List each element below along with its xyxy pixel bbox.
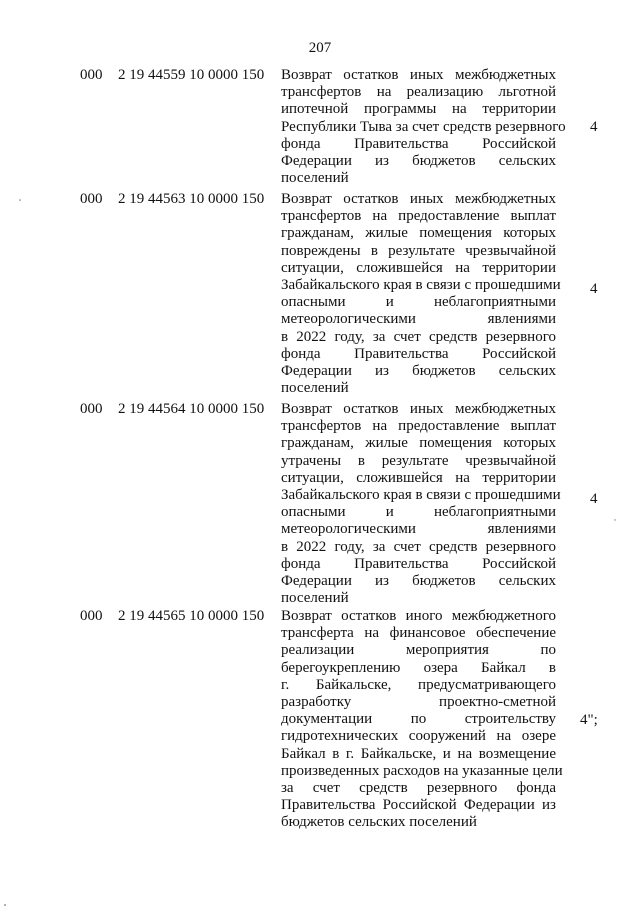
- description-line: опасными и неблагоприятными: [281, 294, 556, 311]
- description-line: фонда Правительства Российской: [281, 555, 556, 572]
- description-line: Забайкальского края в связи с прошедшими: [281, 277, 561, 294]
- description-line: берегоукреплению озера Байкал в: [281, 659, 556, 676]
- row-description: [281, 608, 563, 832]
- description-line: утрачены в результате чрезвычайной: [281, 452, 556, 469]
- description-line: г. Байкальске, предусматривающего: [281, 676, 556, 693]
- description-line: фонда Правительства Российской: [281, 345, 556, 362]
- description-line: поселений: [281, 170, 349, 187]
- description-line: гражданам, жилые помещения которых: [281, 225, 556, 242]
- amount-value: 4: [590, 281, 598, 297]
- description-line: в 2022 году, за счет средств резервного: [281, 538, 556, 555]
- description-line: трансфертов на предоставление выплат: [281, 418, 556, 435]
- page-number: 207: [308, 40, 332, 56]
- description-line: трансфертов на реализацию льготной: [281, 84, 556, 101]
- row-description: [281, 67, 566, 187]
- description-line: Правительства Российской Федерации из: [281, 797, 556, 814]
- description-line: Федерации из бюджетов сельских: [281, 363, 556, 380]
- description-line: трансферта на финансовое обеспечение: [281, 625, 556, 642]
- description-line: ипотечной программы на территории: [281, 101, 556, 118]
- description-line: Республики Тыва за счет средств резервного: [281, 118, 566, 135]
- description-line: реализации мероприятия по: [281, 642, 556, 659]
- description-line: метеорологическими явлениями: [281, 521, 556, 538]
- description-line: Возврат остатков иных межбюджетных: [281, 401, 556, 417]
- description-line: поселений: [281, 590, 349, 607]
- description-line: Возврат остатков иных межбюджетных: [281, 191, 556, 207]
- description-line: в 2022 году, за счет средств резервного: [281, 328, 556, 345]
- description-line: повреждены в результате чрезвычайной: [281, 242, 556, 259]
- scan-speck: [614, 519, 615, 520]
- description-line: гражданам, жилые помещения которых: [281, 435, 556, 452]
- scan-speck: [19, 199, 21, 201]
- description-line: Забайкальского края в связи с прошедшими: [281, 487, 561, 504]
- scan-speck: [4, 904, 6, 906]
- row-description: [281, 401, 561, 607]
- description-line: ситуации, сложившейся на территории: [281, 469, 556, 486]
- admin-code: 000: [80, 608, 103, 624]
- budget-code: 2 19 44563 10 0000 150: [118, 191, 265, 207]
- amount-value: 4: [590, 491, 598, 507]
- amount-value: 4: [590, 119, 598, 135]
- budget-code: 2 19 44564 10 0000 150: [118, 401, 265, 417]
- amount-value: 4";: [580, 712, 598, 728]
- row-description: [281, 191, 561, 397]
- description-line: документации по строительству: [281, 711, 556, 728]
- description-line: поселений: [281, 380, 349, 397]
- description-line: метеорологическими явлениями: [281, 311, 556, 328]
- admin-code: 000: [80, 67, 103, 83]
- budget-code: 2 19 44565 10 0000 150: [118, 608, 265, 624]
- description-line: произведенных расходов на указанные цели: [281, 762, 563, 779]
- description-line: за счет средств резервного фонда: [281, 780, 556, 797]
- description-line: трансфертов на предоставление выплат: [281, 208, 556, 225]
- admin-code: 000: [80, 401, 103, 417]
- description-line: Возврат остатков иных межбюджетных: [281, 67, 556, 83]
- budget-code: 2 19 44559 10 0000 150: [118, 67, 265, 83]
- description-line: ситуации, сложившейся на территории: [281, 259, 556, 276]
- description-line: разработку проектно-сметной: [281, 694, 556, 711]
- description-line: гидротехнических сооружений на озере: [281, 728, 556, 745]
- description-line: Байкал в г. Байкальске, и на возмещение: [281, 745, 556, 762]
- admin-code: 000: [80, 191, 103, 207]
- description-line: опасными и неблагоприятными: [281, 504, 556, 521]
- description-line: Федерации из бюджетов сельских: [281, 573, 556, 590]
- description-line: Возврат остатков иного межбюджетного: [281, 608, 556, 624]
- description-line: Федерации из бюджетов сельских: [281, 153, 556, 170]
- description-line: бюджетов сельских поселений: [281, 814, 477, 831]
- description-line: фонда Правительства Российской: [281, 135, 556, 152]
